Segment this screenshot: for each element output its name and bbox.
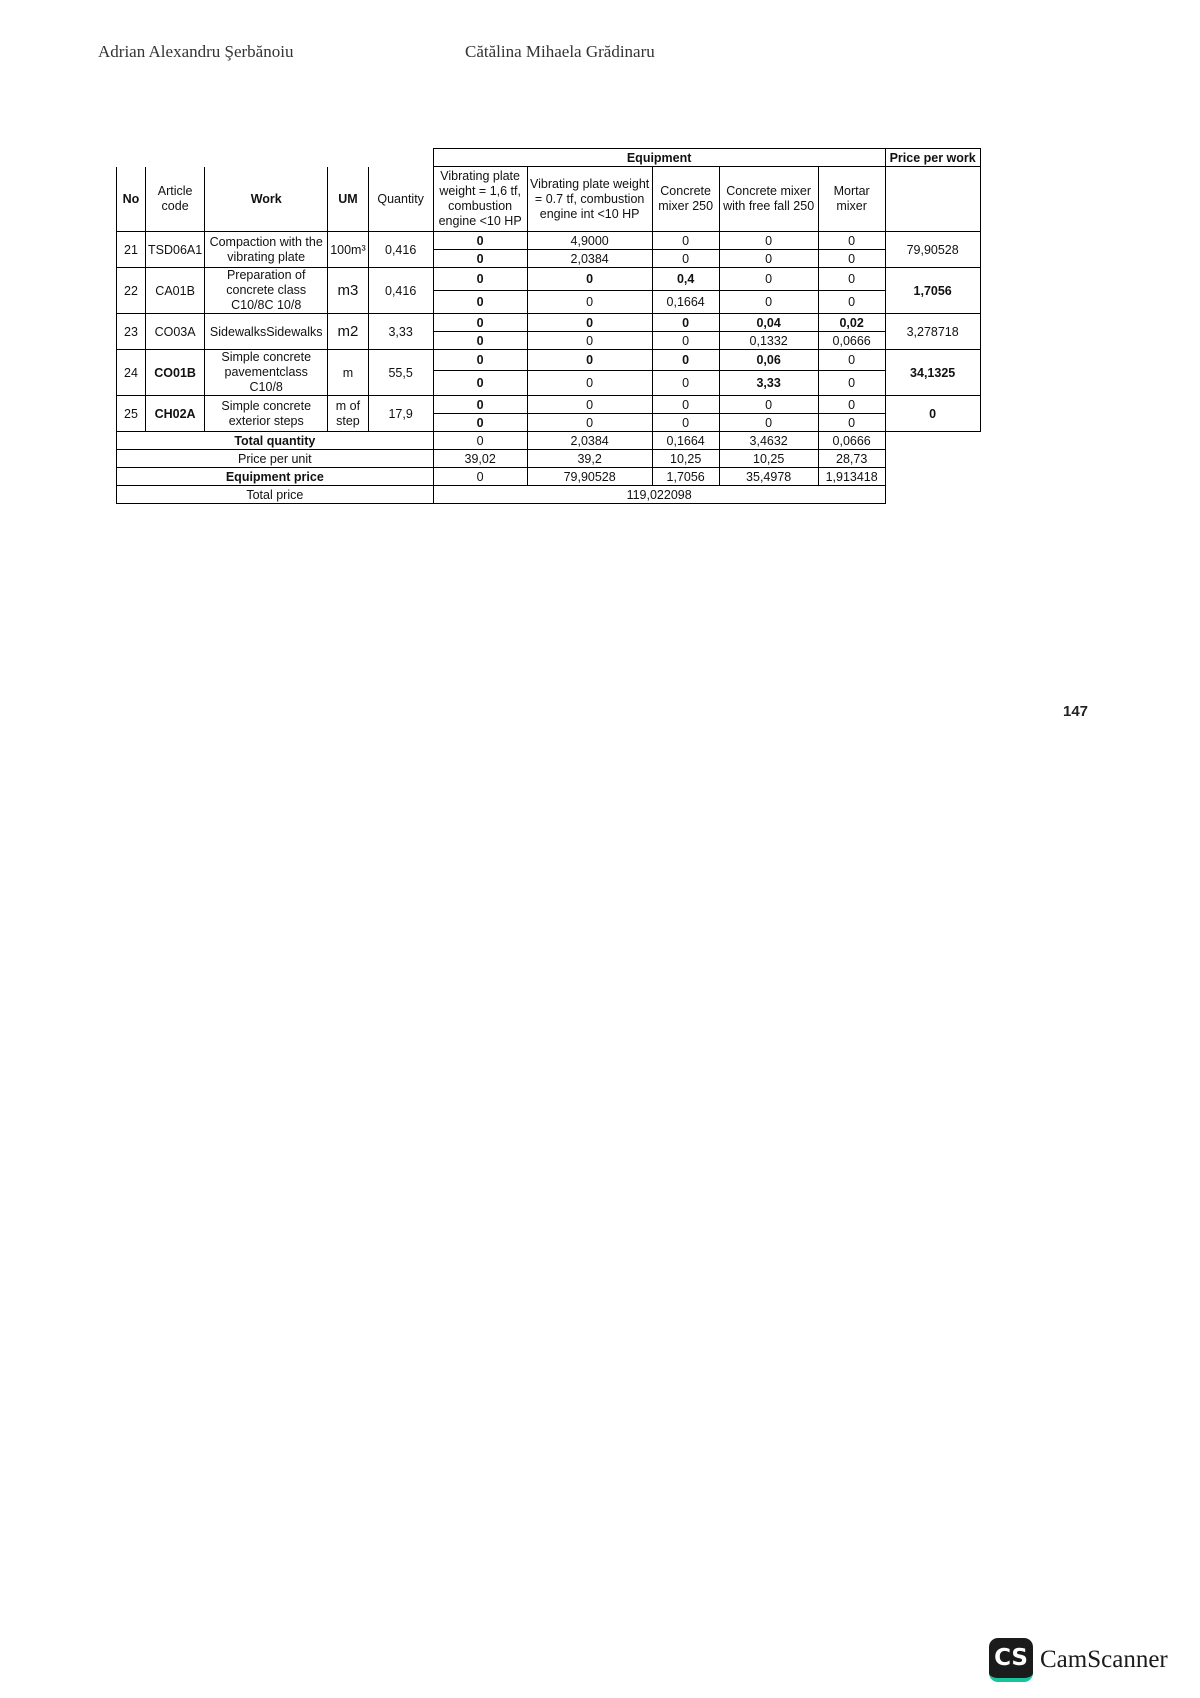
page-number: 147 bbox=[1063, 703, 1089, 720]
norm-cell: 0,04 bbox=[719, 314, 818, 332]
row-price-per-work: 3,278718 bbox=[885, 314, 980, 350]
norm-cell: 0 bbox=[433, 350, 527, 371]
total-cell: 0 bbox=[527, 291, 652, 314]
col-quantity-header: Quantity bbox=[368, 167, 433, 232]
total-cell: 2,0384 bbox=[527, 250, 652, 268]
table-row bbox=[117, 314, 981, 332]
col-eq3-header: Concrete mixer 250 bbox=[652, 167, 719, 232]
total-cell: 0 bbox=[433, 291, 527, 314]
table-header-row-1 bbox=[117, 149, 981, 167]
row-um: m of step bbox=[328, 396, 368, 432]
row-price-per-work: 34,1325 bbox=[885, 350, 980, 396]
summary-cell: 0,0666 bbox=[818, 432, 885, 450]
row-work: SidewalksSidewalks bbox=[205, 314, 328, 350]
row-no: 25 bbox=[117, 396, 146, 432]
norm-cell: 0 bbox=[433, 396, 527, 414]
row-quantity: 55,5 bbox=[368, 350, 433, 396]
norm-cell: 0 bbox=[433, 232, 527, 250]
row-price-per-work: 0 bbox=[885, 396, 980, 432]
summary-cell: 3,4632 bbox=[719, 432, 818, 450]
summary-cell: 0,1664 bbox=[652, 432, 719, 450]
summary-cell: 0 bbox=[433, 468, 527, 486]
total-cell: 0 bbox=[818, 414, 885, 432]
camscanner-logo-icon: CS bbox=[989, 1638, 1033, 1682]
equipment-cost-table bbox=[116, 148, 981, 504]
summary-cell: 1,913418 bbox=[818, 468, 885, 486]
total-cell: 0 bbox=[527, 414, 652, 432]
norm-cell: 0 bbox=[818, 232, 885, 250]
col-work-header: Work bbox=[205, 167, 328, 232]
page-header bbox=[0, 42, 1200, 66]
row-um: m2 bbox=[328, 314, 368, 350]
row-article-code: CH02A bbox=[146, 396, 205, 432]
summary-cell: 28,73 bbox=[818, 450, 885, 468]
camscanner-watermark bbox=[989, 1638, 1189, 1684]
col-article-code-header: Article code bbox=[146, 167, 205, 232]
total-cell: 0 bbox=[818, 250, 885, 268]
row-work: Simple concrete exterior steps bbox=[205, 396, 328, 432]
norm-cell: 0 bbox=[652, 314, 719, 332]
col-no-header: No bbox=[117, 167, 146, 232]
summary-cell: 10,25 bbox=[652, 450, 719, 468]
total-cell: 0 bbox=[433, 414, 527, 432]
col-eq1-header: Vibrating plate weight = 1,6 tf, combustion engine <10 HP bbox=[433, 167, 527, 232]
norm-cell: 0 bbox=[818, 268, 885, 291]
table-row bbox=[117, 268, 981, 291]
row-um: 100m³ bbox=[328, 232, 368, 268]
norm-cell: 0 bbox=[652, 396, 719, 414]
table-row bbox=[117, 232, 981, 250]
price-per-unit-label: Price per unit bbox=[117, 450, 434, 468]
total-price-label: Total price bbox=[117, 486, 434, 504]
total-cell: 0,1332 bbox=[719, 332, 818, 350]
row-work: Preparation of concrete class C10/8C 10/8 bbox=[205, 268, 328, 314]
total-cell: 0 bbox=[433, 250, 527, 268]
row-article-code: CA01B bbox=[146, 268, 205, 314]
norm-cell: 0,02 bbox=[818, 314, 885, 332]
total-cell: 0 bbox=[433, 370, 527, 395]
norm-cell: 0,06 bbox=[719, 350, 818, 371]
total-cell: 0,0666 bbox=[818, 332, 885, 350]
norm-cell: 0,4 bbox=[652, 268, 719, 291]
author-name-2: Cătălina Mihaela Grădinaru bbox=[465, 42, 655, 61]
row-quantity: 0,416 bbox=[368, 232, 433, 268]
summary-cell: 2,0384 bbox=[527, 432, 652, 450]
norm-cell: 0 bbox=[527, 396, 652, 414]
total-cell: 0 bbox=[652, 250, 719, 268]
price-per-work-header: Price per work bbox=[885, 149, 980, 167]
equipment-group-header: Equipment bbox=[433, 149, 885, 167]
total-cell: 0 bbox=[818, 291, 885, 314]
table-row bbox=[117, 396, 981, 414]
total-cell: 0 bbox=[719, 414, 818, 432]
norm-cell: 0 bbox=[652, 232, 719, 250]
row-article-code: TSD06A1 bbox=[146, 232, 205, 268]
table-row bbox=[117, 350, 981, 371]
row-work: Compaction with the vibrating plate bbox=[205, 232, 328, 268]
equipment-price-label: Equipment price bbox=[117, 468, 434, 486]
norm-cell: 0 bbox=[818, 350, 885, 371]
camscanner-brand-text: CamScanner bbox=[1040, 1646, 1168, 1673]
row-article-code: CO03A bbox=[146, 314, 205, 350]
total-cell: 0 bbox=[719, 291, 818, 314]
total-cell: 0 bbox=[818, 370, 885, 395]
row-article-code: CO01B bbox=[146, 350, 205, 396]
norm-cell: 0 bbox=[719, 232, 818, 250]
total-cell: 0 bbox=[652, 370, 719, 395]
summary-cell: 10,25 bbox=[719, 450, 818, 468]
row-no: 21 bbox=[117, 232, 146, 268]
norm-cell: 0 bbox=[719, 396, 818, 414]
row-um: m3 bbox=[328, 268, 368, 314]
row-work: Simple concrete pavementclass C10/8 bbox=[205, 350, 328, 396]
col-eq5-header: Mortar mixer bbox=[818, 167, 885, 232]
norm-cell: 0 bbox=[719, 268, 818, 291]
total-price-value: 119,022098 bbox=[433, 486, 885, 504]
summary-row-total-quantity bbox=[117, 432, 981, 450]
total-cell: 0,1664 bbox=[652, 291, 719, 314]
row-quantity: 0,416 bbox=[368, 268, 433, 314]
total-cell: 3,33 bbox=[719, 370, 818, 395]
summary-row-price-per-unit bbox=[117, 450, 981, 468]
total-quantity-label: Total quantity bbox=[117, 432, 434, 450]
row-quantity: 17,9 bbox=[368, 396, 433, 432]
total-cell: 0 bbox=[527, 370, 652, 395]
norm-cell: 0 bbox=[433, 314, 527, 332]
table-header-row-2 bbox=[117, 167, 981, 232]
col-eq4-header: Concrete mixer with free fall 250 bbox=[719, 167, 818, 232]
total-cell: 0 bbox=[652, 332, 719, 350]
row-price-per-work: 79,90528 bbox=[885, 232, 980, 268]
row-no: 22 bbox=[117, 268, 146, 314]
norm-cell: 0 bbox=[652, 350, 719, 371]
summary-cell: 79,90528 bbox=[527, 468, 652, 486]
row-quantity: 3,33 bbox=[368, 314, 433, 350]
author-name-1: Adrian Alexandru Şerbănoiu bbox=[98, 42, 294, 61]
summary-cell: 39,2 bbox=[527, 450, 652, 468]
summary-cell: 39,02 bbox=[433, 450, 527, 468]
total-cell: 0 bbox=[527, 332, 652, 350]
row-no: 23 bbox=[117, 314, 146, 350]
col-um-header: UM bbox=[328, 167, 368, 232]
summary-cell: 35,4978 bbox=[719, 468, 818, 486]
row-um: m bbox=[328, 350, 368, 396]
col-eq2-header: Vibrating plate weight = 0.7 tf, combustion engine int <10 HP bbox=[527, 167, 652, 232]
row-price-per-work: 1,7056 bbox=[885, 268, 980, 314]
summary-row-total-price bbox=[117, 486, 981, 504]
summary-cell: 1,7056 bbox=[652, 468, 719, 486]
norm-cell: 0 bbox=[527, 314, 652, 332]
norm-cell: 0 bbox=[818, 396, 885, 414]
total-cell: 0 bbox=[433, 332, 527, 350]
row-no: 24 bbox=[117, 350, 146, 396]
norm-cell: 0 bbox=[433, 268, 527, 291]
total-cell: 0 bbox=[652, 414, 719, 432]
norm-cell: 4,9000 bbox=[527, 232, 652, 250]
norm-cell: 0 bbox=[527, 350, 652, 371]
summary-row-equipment-price bbox=[117, 468, 981, 486]
summary-cell: 0 bbox=[433, 432, 527, 450]
norm-cell: 0 bbox=[527, 268, 652, 291]
total-cell: 0 bbox=[719, 250, 818, 268]
